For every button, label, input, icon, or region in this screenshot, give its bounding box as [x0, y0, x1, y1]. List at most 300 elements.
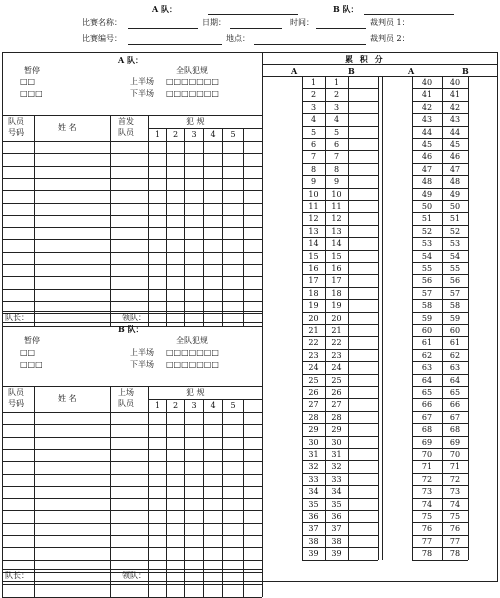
score-a-left-num[interactable]: 21	[308, 326, 319, 335]
table-row[interactable]	[3, 142, 261, 152]
team-a-second-half-boxes[interactable]: □□□□□□□	[166, 89, 219, 98]
table-row[interactable]	[3, 425, 261, 435]
table-row[interactable]	[3, 290, 261, 300]
score-a-left-num[interactable]: 38	[308, 537, 319, 546]
score-b-left-num[interactable]: 23	[331, 351, 342, 360]
score-b-right-num[interactable]: 63	[449, 363, 461, 372]
team_a-table-top	[2, 115, 262, 116]
score-row-line	[302, 138, 378, 139]
time-field[interactable]	[316, 28, 366, 29]
table-row[interactable]	[3, 413, 261, 423]
running-score-title: 累 积 分	[345, 54, 385, 64]
score-b-right-num[interactable]: 49	[449, 190, 461, 199]
score-a-right-num[interactable]: 78	[421, 549, 433, 558]
team_b-col-name: 姓 名	[58, 394, 77, 403]
table-row[interactable]	[3, 277, 261, 287]
team_b-col-starter-2: 队员	[118, 399, 134, 408]
score-a-left-num[interactable]: 30	[308, 438, 319, 447]
score-a-right-num[interactable]: 60	[421, 326, 433, 335]
score-a-left-num[interactable]: 17	[308, 276, 319, 285]
score-row-line	[412, 126, 468, 127]
score-a-left-num[interactable]: 15	[308, 252, 319, 261]
score-a-right-num[interactable]: 70	[421, 450, 433, 459]
score-row-line	[302, 473, 378, 474]
score-row-line	[412, 398, 468, 399]
score-row-line	[412, 175, 468, 176]
score-b-left-num[interactable]: 16	[331, 264, 342, 273]
score-row-line	[302, 88, 378, 89]
frame-top	[2, 52, 498, 53]
score-b-right-num[interactable]: 56	[449, 276, 461, 285]
score-a-left-num[interactable]: 36	[308, 512, 319, 521]
score-a-left-num[interactable]: 11	[308, 202, 319, 211]
score-a-left-num[interactable]: 27	[308, 400, 319, 409]
score-a-left-num[interactable]: 7	[310, 152, 317, 161]
score-a-right-num[interactable]: 68	[421, 425, 433, 434]
team-b-timeout-boxes-2[interactable]: □□□	[20, 360, 43, 369]
score-a-left-num[interactable]: 37	[308, 524, 319, 533]
score-row-line	[302, 485, 378, 486]
table-row[interactable]	[3, 487, 261, 497]
score-a-left-num[interactable]: 26	[308, 388, 319, 397]
score-row-line	[302, 225, 378, 226]
score-b-left-num[interactable]: 9	[333, 177, 340, 186]
score-b-right-num[interactable]: 68	[449, 425, 461, 434]
score-a-right-num[interactable]: 46	[421, 152, 433, 161]
score-b-left-num[interactable]: 28	[331, 413, 342, 422]
score-row-line	[412, 460, 468, 461]
score-b-left-num[interactable]: 1	[333, 78, 340, 87]
score-a-left-num[interactable]: 8	[310, 165, 317, 174]
score-a-right-num[interactable]: 48	[421, 177, 433, 186]
team_b-col-fouls: 犯 规	[186, 388, 205, 397]
score-a-right-num[interactable]: 75	[421, 512, 433, 521]
score-row-line	[302, 460, 378, 461]
score-b-left-num[interactable]: 13	[331, 227, 342, 236]
score-b-right-num[interactable]: 61	[449, 338, 461, 347]
team_a-foul-num-1: 1	[155, 130, 161, 139]
venue-field[interactable]	[254, 44, 366, 45]
score-b-right-num[interactable]: 70	[449, 450, 461, 459]
score-row-line	[302, 522, 378, 523]
score-a-right-num[interactable]: 40	[421, 78, 433, 87]
score-b-right-num[interactable]: 76	[449, 524, 461, 533]
score-row-line	[302, 498, 378, 499]
score-row-line	[412, 436, 468, 437]
table-row[interactable]	[3, 585, 261, 595]
score-a-right-num[interactable]: 65	[421, 388, 433, 397]
score-row-line	[302, 250, 378, 251]
score-a-left-num[interactable]: 34	[308, 487, 319, 496]
score-row-line	[412, 299, 468, 300]
score-a-right-num[interactable]: 64	[421, 376, 433, 385]
score-a-left-num[interactable]: 18	[308, 289, 319, 298]
score-b-left-num[interactable]: 24	[331, 363, 342, 372]
score-a-right-num[interactable]: 57	[421, 289, 433, 298]
score-b-left-num[interactable]: 2	[333, 90, 340, 99]
score-a-right-num[interactable]: 52	[421, 227, 433, 236]
table-row[interactable]	[3, 154, 261, 164]
team_a-col-name: 姓 名	[58, 123, 77, 132]
score-a-right-num[interactable]: 43	[421, 115, 433, 124]
score-row-line	[302, 274, 378, 275]
score-a-left-num[interactable]: 29	[308, 425, 319, 434]
score-b-left-num[interactable]: 22	[331, 338, 342, 347]
team_a-foul-num-4: 4	[210, 130, 216, 139]
team-a-timeout-boxes-1[interactable]: □□	[20, 77, 36, 86]
team_a-col-starter-2: 队员	[118, 128, 134, 137]
team-b-captain-line	[2, 569, 262, 570]
score-a-right-num[interactable]: 72	[421, 475, 433, 484]
table-row[interactable]	[3, 450, 261, 460]
score-b-left-num[interactable]: 35	[331, 500, 342, 509]
score-row-line	[412, 138, 468, 139]
table-row[interactable]	[3, 228, 261, 238]
score-a-right-num[interactable]: 55	[421, 264, 433, 273]
score-a-left-num[interactable]: 25	[308, 376, 319, 385]
score-b-left-num[interactable]: 3	[333, 103, 340, 112]
score-b-right-num[interactable]: 60	[449, 326, 461, 335]
score-b-left-num[interactable]: 25	[331, 376, 342, 385]
score-b-right-num[interactable]: 74	[449, 500, 461, 509]
team-a-timeout-boxes-2[interactable]: □□□	[20, 89, 43, 98]
match-no-label: 比赛编号：	[82, 34, 122, 43]
score-row-line	[302, 262, 378, 263]
score-row-line	[302, 448, 378, 449]
table-row[interactable]	[3, 204, 261, 214]
score-row-line	[302, 361, 378, 362]
score-b-right-num[interactable]: 69	[449, 438, 461, 447]
score-a-right-num[interactable]: 61	[421, 338, 433, 347]
score-row-line	[412, 485, 468, 486]
score-b-left-num[interactable]: 32	[331, 462, 342, 471]
table-row[interactable]	[3, 499, 261, 509]
team_a-col-line	[262, 115, 263, 326]
score-a-right-num[interactable]: 74	[421, 500, 433, 509]
score-row-line	[412, 510, 468, 511]
score-b-right-num[interactable]: 67	[449, 413, 461, 422]
team-a-title: A 队：	[118, 55, 143, 65]
score-a-left-num[interactable]: 3	[310, 103, 317, 112]
score-b-left-num[interactable]: 8	[333, 165, 340, 174]
score-col-b-right: B	[462, 66, 469, 76]
score-a-left-num[interactable]: 22	[308, 338, 319, 347]
score-row-line	[302, 287, 378, 288]
score-b-right-num[interactable]: 54	[449, 252, 461, 261]
score-b-right-num[interactable]: 50	[449, 202, 461, 211]
score-col-a-right: A	[408, 66, 415, 76]
score-a-right-num[interactable]: 45	[421, 140, 433, 149]
score-a-right-num[interactable]: 76	[421, 524, 433, 533]
team-b-first-half-label: 上半场	[130, 348, 154, 357]
score-a-left-num[interactable]: 35	[308, 500, 319, 509]
score-a-right-num[interactable]: 49	[421, 190, 433, 199]
score-b-right-num[interactable]: 51	[449, 214, 461, 223]
score-a-left-num[interactable]: 5	[310, 128, 317, 137]
score-a-right-num[interactable]: 56	[421, 276, 433, 285]
score-a-right-num[interactable]: 62	[421, 351, 433, 360]
score-a-right-num[interactable]: 69	[421, 438, 433, 447]
score-b-left-num[interactable]: 18	[331, 289, 342, 298]
team-a-header-field[interactable]	[208, 14, 298, 15]
score-a-left-num[interactable]: 4	[310, 115, 317, 124]
team-a-first-half-label: 上半场	[130, 77, 154, 86]
score-row-line	[302, 299, 378, 300]
score-row-line	[412, 423, 468, 424]
score-row-line	[302, 560, 378, 561]
score-a-left-num[interactable]: 39	[308, 549, 319, 558]
score-row-line	[412, 560, 468, 561]
score-b-right-num[interactable]: 47	[449, 165, 461, 174]
table-row[interactable]	[3, 253, 261, 263]
score-row-line	[412, 212, 468, 213]
score-b-right-num[interactable]: 42	[449, 103, 461, 112]
score-b-left-num[interactable]: 30	[331, 438, 342, 447]
score-row-line	[412, 386, 468, 387]
score-a-right-num[interactable]: 77	[421, 537, 433, 546]
score-row-line	[302, 398, 378, 399]
team_b-col-starter-1: 上场	[118, 388, 134, 397]
score-b-right-num[interactable]: 71	[449, 462, 461, 471]
score-b-left-num[interactable]: 34	[331, 487, 342, 496]
score-a-right-num[interactable]: 41	[421, 90, 433, 99]
score-a-left-num[interactable]: 13	[308, 227, 319, 236]
team_a-foul-num-2: 2	[173, 130, 179, 139]
date-label: 日期：	[202, 18, 226, 27]
score-b-right-num[interactable]: 65	[449, 388, 461, 397]
score-a-left-num[interactable]: 16	[308, 264, 319, 273]
score-b-right-num[interactable]: 66	[449, 400, 461, 409]
score-a-left-num[interactable]: 10	[308, 190, 319, 199]
score-row-line	[412, 411, 468, 412]
score-a-left-num[interactable]: 9	[310, 177, 317, 186]
score-b-right-num[interactable]: 62	[449, 351, 461, 360]
table-row[interactable]	[3, 511, 261, 521]
score-a-right-num[interactable]: 66	[421, 400, 433, 409]
score-row-line	[412, 522, 468, 523]
score-b-right-num[interactable]: 41	[449, 90, 461, 99]
score-b-left-num[interactable]: 31	[331, 450, 342, 459]
score-a-right-num[interactable]: 67	[421, 413, 433, 422]
score-b-left-num[interactable]: 38	[331, 537, 342, 546]
score-row-line	[302, 113, 378, 114]
score-b-left-num[interactable]: 33	[331, 475, 342, 484]
table-row[interactable]	[3, 191, 261, 201]
team-b-timeout-boxes-1[interactable]: □□	[20, 348, 36, 357]
score-b-left-num[interactable]: 37	[331, 524, 342, 533]
team_b-col-player-no-2: 号码	[8, 399, 24, 408]
team-a-header-label: A 队：	[152, 4, 177, 14]
score-row-line	[412, 349, 468, 350]
score-row-line	[412, 225, 468, 226]
score-a-right-num[interactable]: 44	[421, 128, 433, 137]
table-row[interactable]	[3, 548, 261, 558]
team-b-second-half-boxes[interactable]: □□□□□□□	[166, 360, 219, 369]
team-b-timeout-label: 暂停	[24, 336, 40, 345]
score-row-line	[302, 374, 378, 375]
score-row-line	[412, 361, 468, 362]
table-row[interactable]	[3, 216, 261, 226]
score-row-line	[302, 188, 378, 189]
score-b-left-num[interactable]: 11	[331, 202, 342, 211]
score-b-left-num[interactable]: 36	[331, 512, 342, 521]
score-b-right-num[interactable]: 73	[449, 487, 461, 496]
team_b-col-line	[262, 386, 263, 597]
score-row-line	[412, 535, 468, 536]
team_b-foul-num-4: 4	[210, 401, 216, 410]
score-row-line	[302, 324, 378, 325]
team-a-team-fouls-label: 全队犯规	[176, 66, 208, 75]
score-b-left-num[interactable]: 14	[331, 239, 342, 248]
score-b-right-num[interactable]: 46	[449, 152, 461, 161]
score-row-line	[412, 274, 468, 275]
score-b-left-num[interactable]: 4	[333, 115, 340, 124]
score-a-left-num[interactable]: 14	[308, 239, 319, 248]
team-b-captain-label: 队长：	[5, 571, 29, 580]
score-b-right-num[interactable]: 48	[449, 177, 461, 186]
table-row[interactable]	[3, 179, 261, 189]
score-a-right-num[interactable]: 54	[421, 252, 433, 261]
team_a-foul-num-5: 5	[230, 130, 236, 139]
table-row[interactable]	[3, 536, 261, 546]
team-a-coach-label: 领队：	[122, 313, 146, 322]
score-b-right-num[interactable]: 43	[449, 115, 461, 124]
score-row-line	[412, 374, 468, 375]
score-b-right-num[interactable]: 45	[449, 140, 461, 149]
score-row-line	[412, 113, 468, 114]
score-header-line-2	[262, 76, 497, 77]
score-col-line	[378, 76, 379, 560]
team_a-col-player-no-2: 号码	[8, 128, 24, 137]
score-b-right-num[interactable]: 52	[449, 227, 461, 236]
score-a-right-num[interactable]: 59	[421, 314, 433, 323]
score-row-line	[302, 349, 378, 350]
score-a-left-num[interactable]: 12	[308, 214, 319, 223]
score-b-left-num[interactable]: 29	[331, 425, 342, 434]
score-b-right-num[interactable]: 78	[449, 549, 461, 558]
score-b-left-num[interactable]: 21	[331, 326, 342, 335]
score-b-right-num[interactable]: 64	[449, 376, 461, 385]
score-b-right-num[interactable]: 44	[449, 128, 461, 137]
score-b-left-num[interactable]: 6	[333, 140, 340, 149]
table-row[interactable]	[3, 265, 261, 275]
score-row-line	[302, 436, 378, 437]
score-b-right-num[interactable]: 40	[449, 78, 461, 87]
score-b-left-num[interactable]: 12	[331, 214, 342, 223]
score-col-line	[468, 76, 469, 560]
score-b-left-num[interactable]: 5	[333, 128, 340, 137]
match-no-field[interactable]	[128, 44, 222, 45]
score-row-line	[302, 411, 378, 412]
score-row-line	[302, 535, 378, 536]
table-row[interactable]	[3, 167, 261, 177]
score-a-right-num[interactable]: 58	[421, 301, 433, 310]
score-a-right-num[interactable]: 73	[421, 487, 433, 496]
score-b-right-num[interactable]: 58	[449, 301, 461, 310]
score-a-left-num[interactable]: 19	[308, 301, 319, 310]
score-b-left-num[interactable]: 39	[331, 549, 342, 558]
score-row-line	[412, 262, 468, 263]
score-a-left-num[interactable]: 31	[308, 450, 319, 459]
table-row[interactable]	[3, 438, 261, 448]
score-a-left-num[interactable]: 28	[308, 413, 319, 422]
score-b-left-num[interactable]: 10	[331, 190, 342, 199]
score-row-line	[412, 101, 468, 102]
score-header-line	[262, 64, 497, 65]
match-name-field[interactable]	[128, 28, 198, 29]
table-row[interactable]	[3, 240, 261, 250]
score-a-right-num[interactable]: 63	[421, 363, 433, 372]
score-b-right-num[interactable]: 72	[449, 475, 461, 484]
team_a-col-player-no-1: 队员	[8, 117, 24, 126]
score-col-line	[382, 76, 383, 560]
score-row-line	[412, 200, 468, 201]
score-a-left-num[interactable]: 20	[308, 314, 319, 323]
score-a-left-num[interactable]: 1	[310, 78, 317, 87]
table-row[interactable]	[3, 524, 261, 534]
score-b-right-num[interactable]: 59	[449, 314, 461, 323]
score-a-left-num[interactable]: 33	[308, 475, 319, 484]
score-a-left-num[interactable]: 32	[308, 462, 319, 471]
score-b-left-num[interactable]: 7	[333, 152, 340, 161]
score-row-line	[302, 386, 378, 387]
date-field[interactable]	[230, 28, 282, 29]
table-row[interactable]	[3, 462, 261, 472]
score-a-right-num[interactable]: 71	[421, 462, 433, 471]
score-row-line	[412, 547, 468, 548]
score-b-left-num[interactable]: 19	[331, 301, 342, 310]
score-row-line	[302, 212, 378, 213]
score-b-left-num[interactable]: 20	[331, 314, 342, 323]
score-row-line	[412, 163, 468, 164]
team-a-captain-label: 队长：	[5, 313, 29, 322]
team-b-first-half-boxes[interactable]: □□□□□□□	[166, 348, 219, 357]
score-a-right-num[interactable]: 47	[421, 165, 433, 174]
score-row-line	[302, 126, 378, 127]
score-b-right-num[interactable]: 57	[449, 289, 461, 298]
score-a-left-num[interactable]: 24	[308, 363, 319, 372]
team-b-header-field[interactable]	[364, 14, 454, 15]
score-row-line	[302, 101, 378, 102]
score-a-right-num[interactable]: 42	[421, 103, 433, 112]
score-a-left-num[interactable]: 2	[310, 90, 317, 99]
score-b-left-num[interactable]: 26	[331, 388, 342, 397]
score-b-left-num[interactable]: 27	[331, 400, 342, 409]
score-a-right-num[interactable]: 53	[421, 239, 433, 248]
score-row-line	[412, 188, 468, 189]
score-a-left-num[interactable]: 23	[308, 351, 319, 360]
score-b-right-num[interactable]: 77	[449, 537, 461, 546]
score-b-right-num[interactable]: 75	[449, 512, 461, 521]
table-row[interactable]	[3, 475, 261, 485]
score-b-right-num[interactable]: 55	[449, 264, 461, 273]
score-a-right-num[interactable]: 50	[421, 202, 433, 211]
score-a-left-num[interactable]: 6	[310, 140, 317, 149]
score-col-a-left: A	[291, 66, 298, 76]
team_a-col-starter-1: 首发	[118, 117, 134, 126]
score-row-line	[412, 498, 468, 499]
score-b-right-num[interactable]: 53	[449, 239, 461, 248]
score-row-line	[412, 150, 468, 151]
team-b-coach-label: 领队：	[122, 571, 146, 580]
team_b-foul-num-5: 5	[230, 401, 236, 410]
score-row-line	[302, 336, 378, 337]
score-b-left-num[interactable]: 17	[331, 276, 342, 285]
team-a-first-half-boxes[interactable]: □□□□□□□	[166, 77, 219, 86]
score-col-line	[348, 76, 349, 560]
score-a-right-num[interactable]: 51	[421, 214, 433, 223]
score-b-left-num[interactable]: 15	[331, 252, 342, 261]
